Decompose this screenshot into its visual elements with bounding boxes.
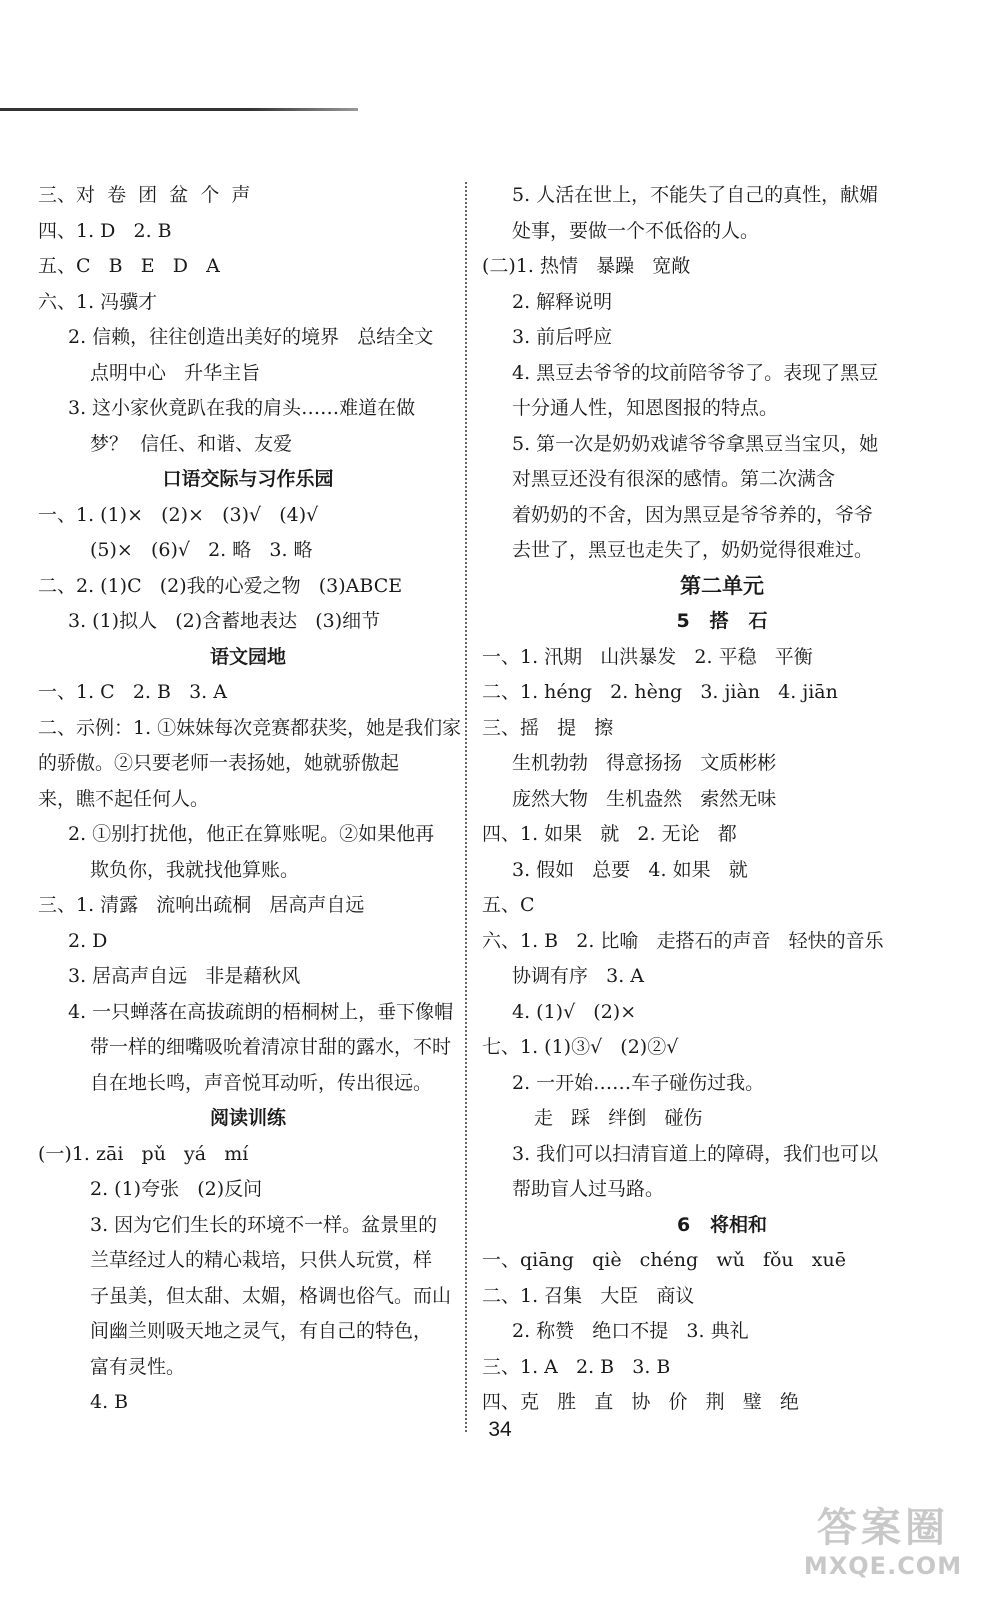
answer-line: 十分通人性，知恩图报的特点。 xyxy=(512,397,779,419)
answer-line: 三、摇 提 擦 xyxy=(482,716,614,739)
answer-line: (二)1. 热情 暴躁 宽敞 xyxy=(482,255,691,277)
answer-line: 自在地长鸣，声音悦耳动听，传出很远。 xyxy=(90,1071,433,1094)
answer-line: 三、对 卷 团 盆 个 声 xyxy=(38,184,251,206)
answer-line: 六、1. 冯骥才 xyxy=(38,290,158,313)
page-number: 34 xyxy=(488,1418,512,1441)
answer-line: 兰草经过人的精心栽培，只供人玩赏，样 xyxy=(90,1249,433,1271)
answer-line: 2. 称赞 绝口不提 3. 典礼 xyxy=(512,1320,749,1342)
answer-line: 四、1. 如果 就 2. 无论 都 xyxy=(482,823,737,845)
answer-line: 富有灵性。 xyxy=(90,1355,186,1378)
watermark-logo xyxy=(788,1504,978,1586)
answer-line: 2. (1)夸张 (2)反问 xyxy=(90,1178,263,1200)
column-divider xyxy=(465,182,467,1432)
section-heading: 第二单元 xyxy=(680,573,764,598)
answer-line: 四、1. D 2. B xyxy=(38,219,172,242)
answer-line: 二、2. (1)C (2)我的心爱之物 (3)ABCE xyxy=(38,574,403,597)
answer-line: 四、克 胜 直 协 价 荆 璧 绝 xyxy=(482,1391,799,1413)
answer-line: 3. 因为它们生长的环境不一样。盆景里的 xyxy=(90,1213,438,1236)
answer-line: 一、qiāng qiè chéng wǔ fǒu xuē xyxy=(482,1249,846,1271)
answer-line: (5)× (6)√ 2. 略 3. 略 xyxy=(90,539,313,561)
answer-line: 4. 一只蝉落在高拔疏朗的梧桐树上，垂下像帽 xyxy=(68,1000,454,1023)
answer-line: 欺负你，我就找他算账。 xyxy=(90,858,300,881)
answer-line: 子虽美，但太甜、太媚，格调也俗气。而山 xyxy=(90,1284,452,1307)
section-heading: 阅读训练 xyxy=(209,1107,286,1129)
answer-line: 协调有序 3. A xyxy=(512,965,645,987)
answer-line: (一)1. zāi pǔ yá mí xyxy=(38,1142,249,1165)
answer-line: 七、1. (1)③√ (2)②√ xyxy=(482,1036,679,1058)
answer-line: 一、1. 汛期 山洪暴发 2. 平稳 平衡 xyxy=(482,645,813,668)
answer-line: 3. 居高声自远 非是藉秋风 xyxy=(68,965,301,987)
answer-line: 间幽兰则吸天地之灵气，有自己的特色， xyxy=(90,1320,433,1342)
section-heading: 口语交际与习作乐园 xyxy=(162,468,334,490)
answer-line: 3. 前后呼应 xyxy=(512,326,613,348)
answer-line: 2. D xyxy=(68,929,108,952)
answer-line: 4. B xyxy=(90,1391,129,1413)
watermark-main: 答案圈 xyxy=(817,1505,949,1551)
answer-line: 点明中心 升华主旨 xyxy=(90,361,261,384)
answer-line: 来，瞧不起任何人。 xyxy=(38,787,210,810)
answer-line: 带一样的细嘴吸吮着清凉甘甜的露水，不时 xyxy=(90,1036,452,1058)
answer-line: 的骄傲。②只要老师一表扬她，她就骄傲起 xyxy=(38,752,400,774)
answer-line: 2. 解释说明 xyxy=(512,290,613,313)
answer-line: 2. 信赖，往往创造出美好的境界 总结全文 xyxy=(68,326,434,348)
answer-line: 六、1. B 2. 比喻 走搭石的声音 轻快的音乐 xyxy=(482,929,884,952)
left-column xyxy=(38,178,462,1421)
top-rule xyxy=(0,108,358,111)
answer-line: 一、1. (1)× (2)× (3)√ (4)√ xyxy=(38,503,319,526)
answer-line: 处事，要做一个不低俗的人。 xyxy=(512,219,760,242)
answer-line: 着奶奶的不舍，因为黑豆是爷爷养的，爷爷 xyxy=(512,503,874,526)
answer-line: 4. (1)√ (2)× xyxy=(512,1000,637,1023)
answer-line: 5. 人活在世上，不能失了自己的真性，献媚 xyxy=(512,184,879,206)
answer-line: 二、1. 召集 大臣 商议 xyxy=(482,1284,695,1307)
answer-line: 帮助盲人过马路。 xyxy=(512,1178,665,1200)
section-heading: 5 搭 石 xyxy=(676,610,768,632)
answer-line: 二、示例：1. ①妹妹每次竞赛都获奖，她是我们家 xyxy=(38,716,462,739)
answer-line: 梦？ 信任、和谐、友爱 xyxy=(90,432,293,455)
answer-line: 4. 黑豆去爷爷的坟前陪爷爷了。表现了黑豆 xyxy=(512,361,879,384)
answer-line: 2. ①别打扰他，他正在算账呢。②如果他再 xyxy=(68,823,435,845)
answer-line: 5. 第一次是奶奶戏谑爷爷拿黑豆当宝贝，她 xyxy=(512,432,879,455)
answer-line: 去世了，黑豆也走失了，奶奶觉得很难过。 xyxy=(512,539,874,561)
answer-line: 一、1. C 2. B 3. A xyxy=(38,681,227,703)
answer-line: 3. 我们可以扫清盲道上的障碍，我们也可以 xyxy=(512,1142,879,1165)
answer-line: 3. (1)拟人 (2)含蓄地表达 (3)细节 xyxy=(68,610,381,632)
right-column xyxy=(482,178,962,1421)
answer-line: 庞然大物 生机盎然 索然无味 xyxy=(512,787,777,810)
section-heading: 语文园地 xyxy=(209,645,286,668)
answer-line: 走 踩 绊倒 碰伤 xyxy=(534,1107,703,1129)
answer-line: 五、C xyxy=(482,894,535,916)
answer-line: 二、1. héng 2. hèng 3. jiàn 4. jiān xyxy=(482,681,838,703)
section-heading: 6 将相和 xyxy=(676,1213,768,1236)
answer-line: 对黑豆还没有很深的感情。第二次满含 xyxy=(512,468,836,490)
watermark-url: MXQE.COM xyxy=(803,1552,963,1580)
answer-line: 3. 这小家伙竟趴在我的肩头……难道在做 xyxy=(68,397,416,419)
answer-line: 五、C B E D A xyxy=(38,255,220,277)
answer-line: 三、1. A 2. B 3. B xyxy=(482,1355,671,1378)
answer-line: 2. 一开始……车子碰伤过我。 xyxy=(512,1071,765,1094)
answer-line: 3. 假如 总要 4. 如果 就 xyxy=(512,858,748,881)
answer-line: 生机勃勃 得意扬扬 文质彬彬 xyxy=(512,752,777,774)
answer-line: 三、1. 清露 流响出疏桐 居高声自远 xyxy=(38,894,365,916)
